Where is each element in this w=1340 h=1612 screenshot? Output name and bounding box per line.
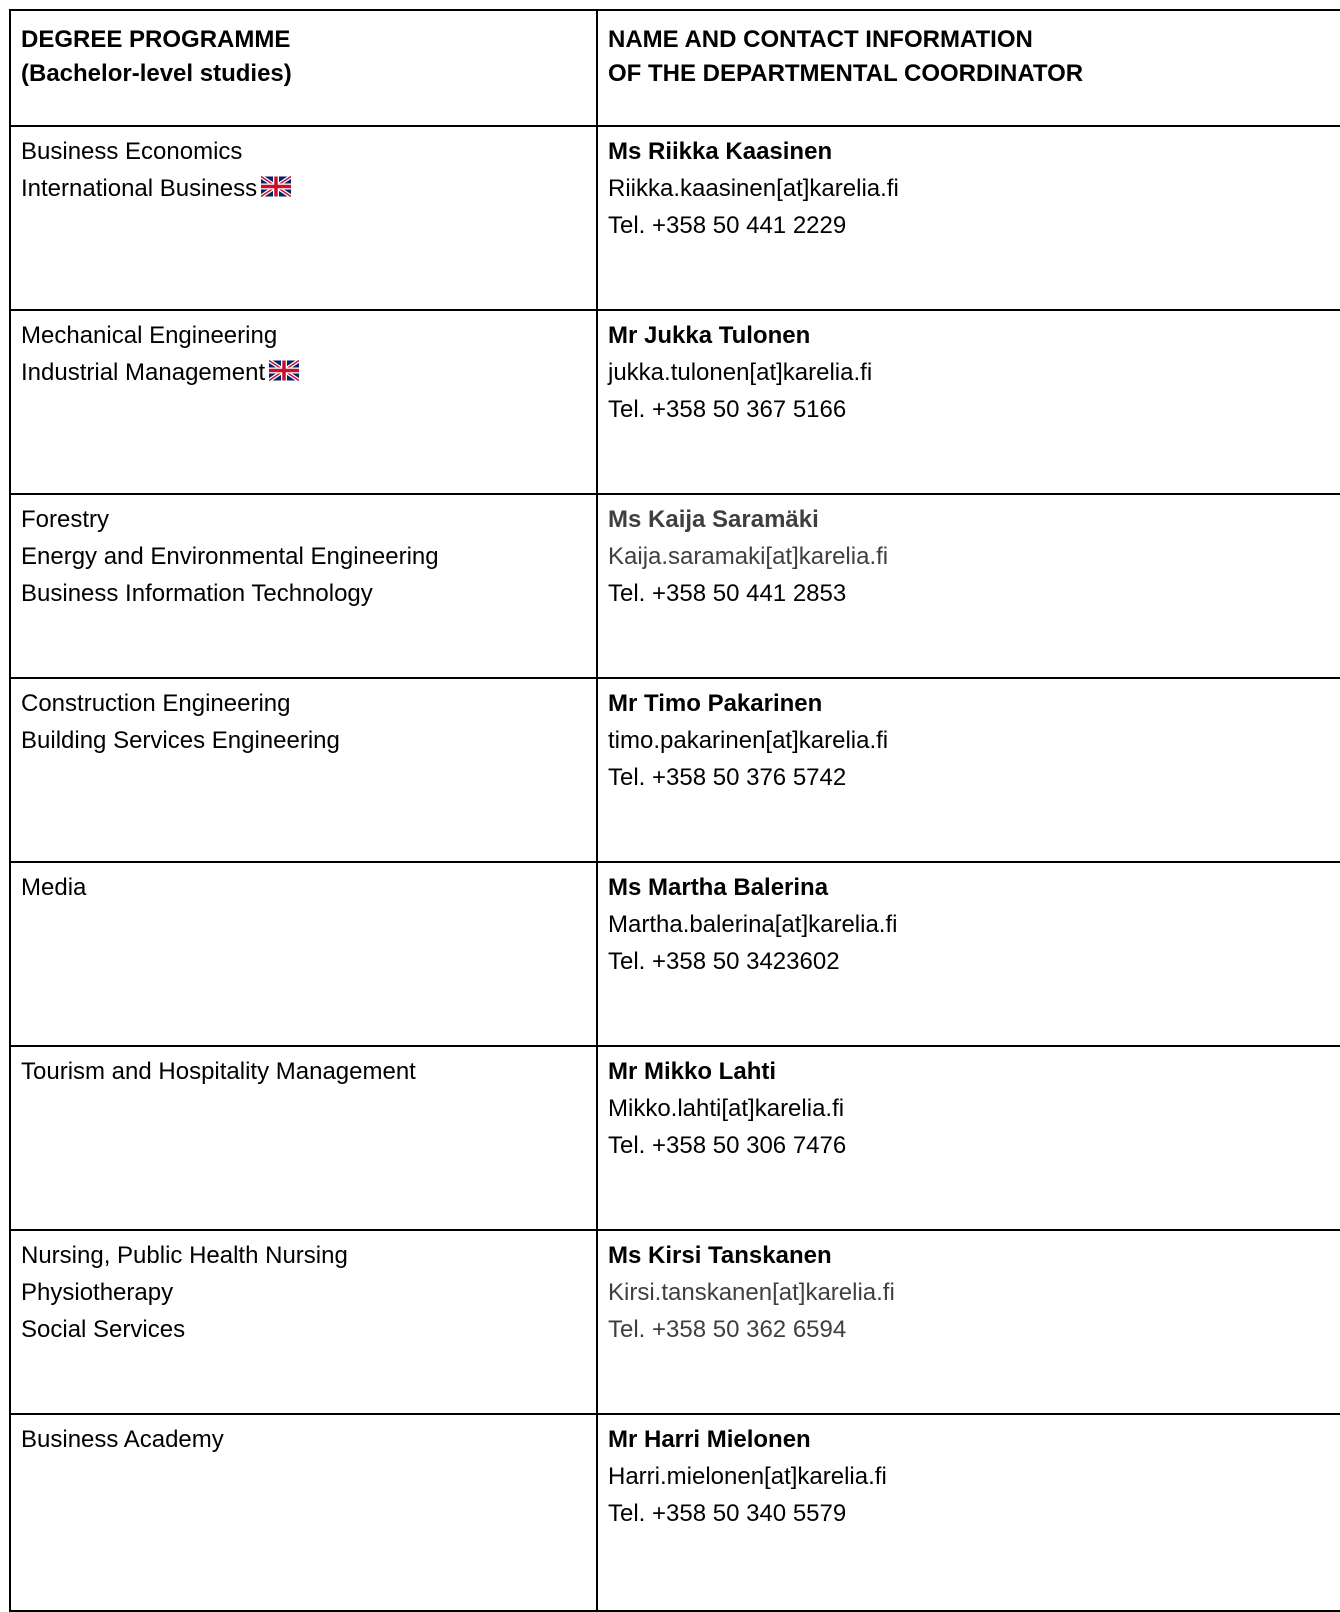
coordinator-name: Mr Timo Pakarinen <box>608 690 823 717</box>
programme-name: Building Services Engineering <box>21 727 340 754</box>
table-row <box>10 494 1340 678</box>
coordinator-name: Mr Jukka Tulonen <box>608 322 811 349</box>
programme-name: Industrial Management <box>21 359 266 386</box>
programme-name: Nursing, Public Health Nursing <box>21 1242 348 1269</box>
coordinator-phone: Tel. +358 50 362 6594 <box>608 1316 847 1343</box>
programme-name-with-flag <box>21 354 596 391</box>
contact-cell <box>597 310 1340 494</box>
programme-cell <box>10 126 597 310</box>
programme-name: Tourism and Hospitality Management <box>21 1058 416 1085</box>
contact-column-header <box>597 10 1340 126</box>
coordinator-name: Ms Kirsi Tanskanen <box>608 1242 832 1269</box>
coordinator-email: timo.pakarinen[at]karelia.fi <box>608 727 889 754</box>
coordinator-name: Mr Mikko Lahti <box>608 1058 777 1085</box>
contact-header-line1: NAME AND CONTACT INFORMATION <box>608 26 1033 53</box>
contact-cell <box>597 862 1340 1046</box>
programme-name: Forestry <box>21 506 110 533</box>
contact-cell <box>597 126 1340 310</box>
programme-name: Business Information Technology <box>21 580 373 607</box>
programme-cell <box>10 1230 597 1414</box>
coordinator-phone: Tel. +358 50 367 5166 <box>608 396 847 423</box>
programme-cell <box>10 862 597 1046</box>
programme-name-with-flag <box>21 170 596 207</box>
coordinator-name: Ms Martha Balerina <box>608 874 829 901</box>
contact-cell <box>597 1046 1340 1230</box>
uk-flag-icon <box>269 360 299 381</box>
programme-name: Construction Engineering <box>21 690 291 717</box>
contact-cell <box>597 1230 1340 1414</box>
coordinator-name: Mr Harri Mielonen <box>608 1426 811 1453</box>
table-header-row <box>10 10 1340 126</box>
programme-name: Physiotherapy <box>21 1279 174 1306</box>
coordinator-phone: Tel. +358 50 441 2229 <box>608 212 847 239</box>
table-row <box>10 310 1340 494</box>
programme-header-line1: DEGREE PROGRAMME <box>21 26 291 53</box>
programme-cell <box>10 1414 597 1611</box>
coordinator-email: Martha.balerina[at]karelia.fi <box>608 911 898 938</box>
coordinator-email: Kirsi.tanskanen[at]karelia.fi <box>608 1279 895 1306</box>
programme-name: Mechanical Engineering <box>21 322 278 349</box>
programme-cell <box>10 678 597 862</box>
coordinator-phone: Tel. +358 50 3423602 <box>608 948 840 975</box>
table-row <box>10 678 1340 862</box>
coordinator-table <box>9 9 1340 1612</box>
programme-column-header <box>10 10 597 126</box>
table-row <box>10 1230 1340 1414</box>
coordinator-name: Ms Kaija Saramäki <box>608 506 819 533</box>
contact-cell <box>597 494 1340 678</box>
coordinator-email: Harri.mielonen[at]karelia.fi <box>608 1463 887 1490</box>
programme-cell <box>10 1046 597 1230</box>
coordinator-email: Kaija.saramaki[at]karelia.fi <box>608 543 889 570</box>
table-row <box>10 862 1340 1046</box>
programme-cell <box>10 310 597 494</box>
contact-header-line2: OF THE DEPARTMENTAL COORDINATOR <box>608 60 1084 87</box>
table-row <box>10 1414 1340 1611</box>
programme-header-line2: (Bachelor-level studies) <box>21 60 292 87</box>
programme-name: International Business <box>21 175 258 202</box>
uk-flag-icon <box>261 176 291 197</box>
coordinator-phone: Tel. +358 50 441 2853 <box>608 580 847 607</box>
programme-name: Business Academy <box>21 1426 224 1453</box>
contact-cell <box>597 678 1340 862</box>
programme-cell <box>10 494 597 678</box>
programme-name: Media <box>21 874 87 901</box>
programme-name: Energy and Environmental Engineering <box>21 543 439 570</box>
coordinator-email: jukka.tulonen[at]karelia.fi <box>608 359 873 386</box>
coordinator-email: Mikko.lahti[at]karelia.fi <box>608 1095 845 1122</box>
coordinator-email: Riikka.kaasinen[at]karelia.fi <box>608 175 899 202</box>
coordinator-name: Ms Riikka Kaasinen <box>608 138 833 165</box>
table-row <box>10 126 1340 310</box>
programme-name: Business Economics <box>21 138 243 165</box>
coordinator-phone: Tel. +358 50 340 5579 <box>608 1500 847 1527</box>
coordinator-phone: Tel. +358 50 376 5742 <box>608 764 847 791</box>
table-row <box>10 1046 1340 1230</box>
programme-name: Social Services <box>21 1316 186 1343</box>
coordinator-phone: Tel. +358 50 306 7476 <box>608 1132 847 1159</box>
contact-cell <box>597 1414 1340 1611</box>
